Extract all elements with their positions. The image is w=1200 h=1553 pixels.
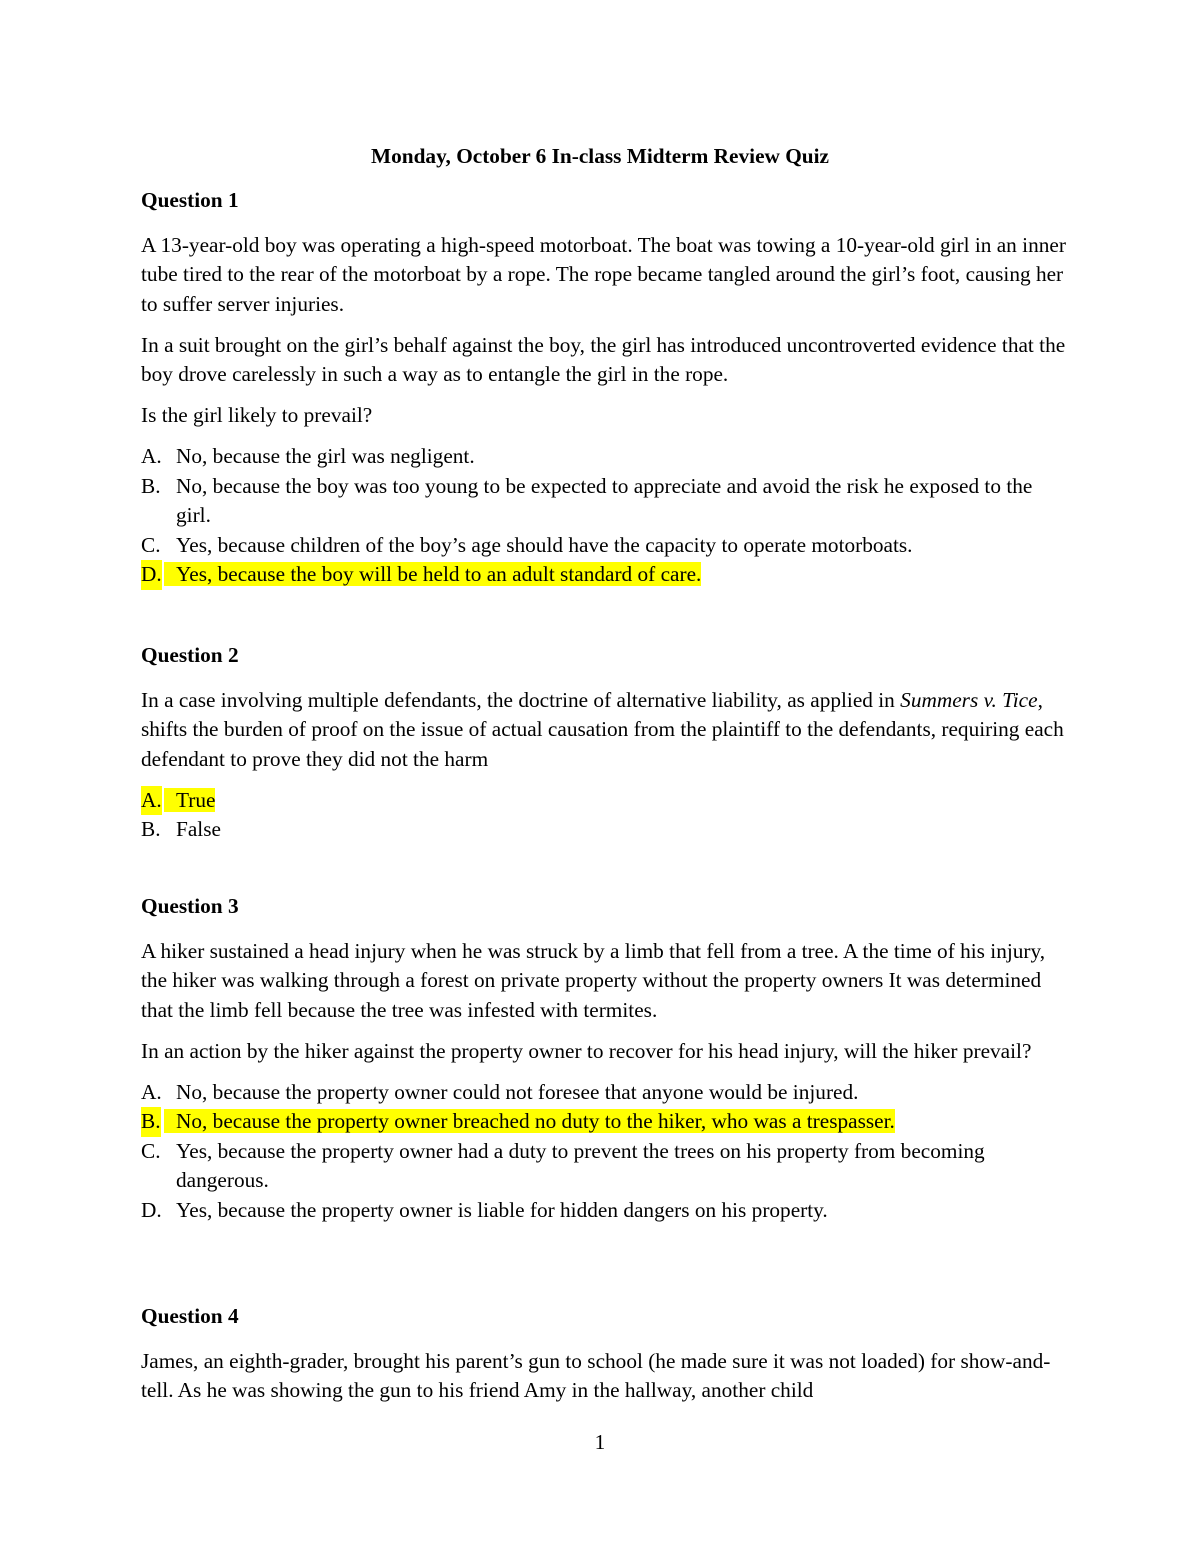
option-text: No, because the property owner breached no duty to the hiker, who was a trespasser.: [164, 1109, 895, 1133]
question-prompt: In an action by the hiker against the property owner to recover for his head injury, will the hiker prevail?: [141, 1038, 1032, 1063]
option-letter: A.: [141, 444, 162, 468]
question-text: A hiker sustained a head injury when he was struck by a limb that fell from a tree. A the time of his injury, the hiker was walking through a forest on private property without the property owners It was determined that the limb fell because the tree was infested with termites.: [141, 938, 1046, 1022]
question-heading: Question 2: [141, 643, 239, 667]
option-a-highlighted-answer: [141, 786, 1066, 816]
option-letter: D.: [141, 1197, 162, 1222]
document-title: Monday, October 6 In-class Midterm Review Quiz: [370, 144, 830, 168]
option-letter: C.: [141, 532, 161, 557]
option-a: [141, 442, 1066, 472]
answer-options: [141, 1078, 1066, 1226]
question-1: [141, 186, 1066, 590]
option-b: [141, 472, 1066, 531]
option-text: No, because the boy was too young to be expected to appreciate and avoid the risk he exposed to the girl.: [176, 473, 1033, 527]
option-letter: B.: [141, 473, 161, 498]
option-a: [141, 1078, 1066, 1108]
question-text: James, an eighth-grader, brought his parent’s gun to school (he made sure it was not loaded) for show-and-tell. As he was showing the gun to his friend Amy in the hallway, another child: [141, 1348, 1051, 1402]
option-c: [141, 1137, 1066, 1196]
option-text: False: [176, 817, 221, 841]
page-number: 1: [594, 1430, 606, 1454]
question-4: [141, 1302, 1066, 1417]
option-letter: B.: [141, 1107, 161, 1137]
question-2: [141, 641, 1066, 845]
question-text: [141, 686, 1066, 775]
option-letter: C.: [141, 1138, 161, 1163]
question-prompt: Is the girl likely to prevail?: [141, 403, 373, 427]
question-heading: Question 4: [141, 1304, 239, 1328]
option-text: Yes, because children of the boy’s age should have the capacity to operate motorboats.: [176, 532, 913, 557]
option-text: Yes, because the property owner had a duty to prevent the trees on his property from becoming dangerous.: [176, 1138, 985, 1192]
option-letter: A.: [141, 786, 162, 816]
option-text: True: [164, 788, 215, 812]
option-d-highlighted-answer: [141, 560, 1066, 590]
question-heading: Question 1: [141, 188, 239, 212]
option-letter: B.: [141, 817, 161, 841]
option-text: No, because the girl was negligent.: [176, 444, 475, 468]
question-3: [141, 892, 1066, 1225]
text-part: In a case involving multiple defendants, the doctrine of alternative liability, as applied in: [141, 687, 901, 712]
option-letter: A.: [141, 1079, 162, 1104]
option-text: Yes, because the property owner is liable for hidden dangers on his property.: [176, 1197, 828, 1222]
text-part: , shifts the burden of proof on the issue of actual causation from the plaintiff to the defendants, requiring each defendant to prove they did not the harm: [141, 687, 1064, 771]
answer-options: [141, 786, 1066, 845]
question-heading: Question 3: [141, 894, 239, 918]
answer-options: [141, 442, 1066, 590]
option-letter: D.: [141, 560, 162, 590]
option-text: Yes, because the boy will be held to an adult standard of care.: [164, 562, 701, 586]
option-text: No, because the property owner could not foresee that anyone would be injured.: [176, 1079, 859, 1104]
option-b-highlighted-answer: [141, 1107, 1066, 1137]
option-b: [141, 815, 1066, 845]
option-d: [141, 1196, 1066, 1226]
case-name: Summers v. Tice: [900, 687, 1038, 712]
question-text: In a suit brought on the girl’s behalf against the boy, the girl has introduced uncontroverted evidence that the boy drove carelessly in such a way as to entangle the girl in the rope.: [141, 332, 1066, 386]
option-c: [141, 531, 1066, 561]
question-text: A 13-year-old boy was operating a high-speed motorboat. The boat was towing a 10-year-old girl in an inner tube tired to the rear of the motorboat by a rope. The rope became tangled around the girl’s foot, causing her to suffer server injuries.: [141, 232, 1066, 316]
